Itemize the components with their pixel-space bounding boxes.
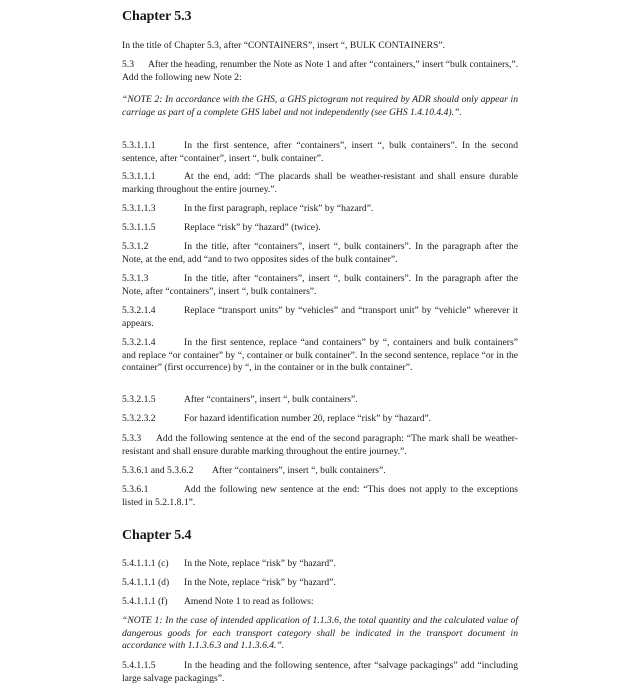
paragraph-text: In the Note, replace “risk” by “hazard”. [184, 577, 336, 588]
paragraph-number: 5.3.6.1 [122, 484, 149, 495]
paragraph-text: Amend Note 1 to read as follows: [184, 596, 314, 607]
paragraph [122, 433, 518, 458]
paragraph [122, 222, 518, 235]
chapter-heading-5-4: Chapter 5.4 [122, 528, 192, 543]
paragraph-text: For hazard identification number 20, replace “risk” by “hazard”. [184, 413, 432, 424]
paragraph-text: Add the following sentence at the end of the second paragraph: “The mark shall be weather-resistant and shall ensure durable marking throughout the entire journey.”. [122, 433, 518, 457]
paragraph-text: Add the following new sentence at the end: “This does not apply to the exceptions listed in 5.2.1.8.1”. [122, 484, 518, 508]
paragraph-text: At the end, add: “The placards shall be weather-resistant and shall ensure durable marking throughout the entire journey.”. [122, 171, 518, 195]
paragraph-number: 5.3 [122, 59, 134, 70]
paragraph-text: “NOTE 2: In accordance with the GHS, a GHS pictogram not required by ADR should only appear in carriage as part of a complete GHS label and not independently (see GHS 1.4.10.4.4).”. [122, 94, 518, 118]
paragraph [122, 413, 518, 426]
paragraph [122, 40, 518, 53]
paragraph [122, 577, 518, 590]
paragraph-number: 5.3.1.1.5 [122, 222, 156, 233]
paragraph-text: After “containers”, insert “, bulk containers”. [184, 394, 358, 405]
paragraph [122, 203, 518, 216]
paragraph-number: 5.3.1.2 [122, 241, 149, 252]
paragraph-number: 5.3.2.1.4 [122, 305, 156, 316]
paragraph [122, 465, 518, 478]
paragraph [122, 596, 518, 609]
paragraph-text: In the first sentence, after “containers”, insert “, bulk containers”. In the second sentence, after “container”, insert “, bulk container”. [122, 140, 518, 164]
paragraph-number: 5.3.6.1 and 5.3.6.2 [122, 465, 194, 476]
paragraph-number: 5.3.2.1.4 [122, 337, 156, 348]
paragraph-number: 5.3.2.3.2 [122, 413, 156, 424]
paragraph [122, 660, 518, 685]
paragraph-text: Replace “transport units” by “vehicles” and “transport unit” by “vehicle” wherever it appears. [122, 305, 518, 329]
note-paragraph [122, 94, 518, 119]
paragraph-number: 5.3.1.1.1 [122, 140, 156, 151]
note-paragraph [122, 615, 518, 653]
paragraph-text: In the Note, replace “risk” by “hazard”. [184, 558, 336, 569]
paragraph-number: 5.3.1.1.3 [122, 203, 156, 214]
paragraph-number: 5.4.1.1.5 [122, 660, 156, 671]
paragraph-text: In the title, after “containers”, insert “, bulk containers”. In the paragraph after the Note, at the end, add “and to two opposites sides of the bulk container”. [122, 241, 518, 265]
paragraph-number: 5.3.2.1.5 [122, 394, 156, 405]
paragraph [122, 558, 518, 571]
paragraph [122, 171, 518, 196]
paragraph-text: After “containers”, insert “, bulk containers”. [212, 465, 386, 476]
paragraph-text: After the heading, renumber the Note as Note 1 and after “containers,” insert “bulk containers,”. Add the following new Note 2: [122, 59, 518, 83]
paragraph-number: 5.4.1.1.1 (d) [122, 577, 170, 588]
paragraph-text: In the heading and the following sentence, after “salvage packagings” add “including large salvage packagings”. [122, 660, 518, 684]
paragraph [122, 273, 518, 298]
paragraph-number: 5.4.1.1.1 (f) [122, 596, 168, 607]
chapter-heading-5-3: Chapter 5.3 [122, 9, 192, 24]
paragraph-number: 5.3.3 [122, 433, 142, 444]
paragraph [122, 241, 518, 266]
paragraph-number: 5.4.1.1.1 (c) [122, 558, 169, 569]
paragraph-number: 5.3.1.1.1 [122, 171, 156, 182]
paragraph-text: “NOTE 1: In the case of intended application of 1.1.3.6, the total quantity and the calculated value of dangerous goods for each transport category shall be indicated in the transport document in accordance with 1.1.3.6.3 and 1.1.3.6.4.”. [122, 615, 518, 651]
paragraph-text: In the first sentence, replace “and containers” by “, containers and bulk containers” and replace “or container” by “, container or bulk container”. In the second sentence, replace “or in the container” (first occurrence) by “, in the container or in the bulk container”. [122, 337, 518, 373]
paragraph-text: Replace “risk” by “hazard” (twice). [184, 222, 321, 233]
paragraph-text: In the first paragraph, replace “risk” by “hazard”. [184, 203, 374, 214]
paragraph-text: In the title, after “containers”, insert “, bulk containers”. In the paragraph after the Note, after “containers”, insert “, bulk containers”. [122, 273, 518, 297]
paragraph [122, 59, 518, 84]
paragraph [122, 140, 518, 165]
paragraph [122, 484, 518, 509]
paragraph [122, 394, 518, 407]
paragraph-text: In the title of Chapter 5.3, after “CONTAINERS”, insert “, BULK CONTAINERS”. [122, 40, 445, 51]
paragraph-number: 5.3.1.3 [122, 273, 149, 284]
paragraph [122, 337, 518, 375]
paragraph [122, 305, 518, 330]
